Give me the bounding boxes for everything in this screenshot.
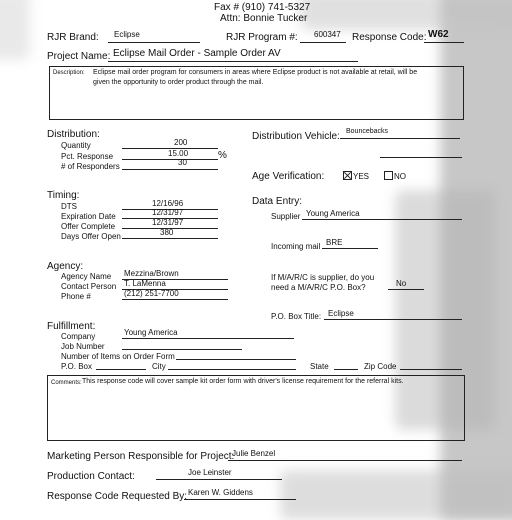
age-no-checkbox[interactable] [384, 171, 393, 180]
brand-underline [108, 42, 200, 43]
response-code-underline [424, 42, 464, 43]
pobox-title-value: Eclipse [328, 309, 354, 318]
state-label: State [310, 362, 329, 371]
program-value: 600347 [314, 30, 341, 39]
agency-name-label: Agency Name [61, 272, 112, 281]
city-label: City [152, 362, 166, 371]
marketing-person-label: Marketing Person Responsible for Project: [47, 451, 235, 462]
supplier-value: Young America [306, 209, 360, 218]
project-name-value: Eclipse Mail Order - Sample Order AV [113, 48, 281, 59]
dts-value: 12/16/96 [152, 199, 184, 208]
offer-complete-label: Offer Complete [61, 222, 116, 231]
vehicle-value: Bouncebacks [346, 128, 389, 135]
pobox-title-label: P.O. Box Title: [271, 312, 322, 321]
contact-person-label: Contact Person [61, 282, 117, 291]
supplier-underline [302, 219, 462, 220]
expiration-label: Expiration Date [61, 212, 116, 221]
comments-label: Comments: [51, 380, 82, 386]
phone-underline [122, 299, 228, 300]
pct-unit: % [218, 150, 227, 161]
production-contact-value: Joe Leinster [188, 468, 232, 477]
pct-response-value: 15.00 [168, 149, 189, 158]
timing-title: Timing: [47, 190, 80, 201]
responders-value: 30 [178, 158, 187, 167]
project-name-label: Project Name: [47, 51, 111, 62]
age-no-option[interactable] [384, 171, 406, 181]
fax-number: Fax # (910) 741-5327 [214, 2, 311, 13]
marc-answer: No [396, 279, 407, 288]
marc-answer-underline [388, 289, 424, 290]
response-code-label: Response Code: [352, 32, 427, 43]
quantity-label: Quantity [61, 141, 91, 150]
comments-text: This response code will cover sample kit order form with driver's license requirement for the referral kits. [82, 378, 404, 385]
fulfillment-title: Fulfillment: [47, 321, 96, 332]
requested-by-label: Response Code Requested By: [47, 491, 188, 502]
days-open-value: 380 [160, 228, 174, 237]
requested-by-underline [184, 499, 296, 500]
distribution-title: Distribution: [47, 129, 100, 140]
brand-value: Eclipse [114, 30, 140, 39]
dts-label: DTS [61, 202, 77, 211]
job-number-label: Job Number [61, 342, 105, 351]
company-underline [122, 338, 294, 339]
description-label: Description: [53, 70, 85, 76]
agency-name-value: Mezzina/Brown [124, 269, 179, 278]
age-verification-label: Age Verification: [252, 171, 325, 182]
requested-by-value: Karen W. Giddens [188, 488, 253, 497]
job-number-underline [122, 349, 242, 350]
description-line-1: Eclipse mail order program for consumers in areas where Eclipse product is not available at retail, will be [93, 69, 418, 76]
days-open-label: Days Offer Open [61, 232, 121, 241]
program-underline [300, 42, 346, 43]
phone-value: (212) 251-7700 [124, 289, 179, 298]
responders-label: # of Responders [61, 162, 120, 171]
incoming-mail-underline [322, 248, 378, 249]
responders-underline [122, 169, 218, 170]
brand-label: RJR Brand: [47, 32, 99, 43]
days-open-underline [122, 238, 218, 239]
company-label: Company [61, 332, 96, 341]
zip-code-underline [400, 369, 462, 370]
age-yes-option[interactable] [343, 171, 369, 181]
scan-shadow-bottom [280, 470, 512, 520]
offer-complete-value: 12/31/97 [152, 218, 184, 227]
marketing-person-underline [228, 460, 462, 461]
fulfillment-pobox-label: P.O. Box [61, 362, 92, 371]
fulfillment-pobox-underline [96, 369, 146, 370]
vehicle-underline [340, 138, 460, 139]
agency-title: Agency: [47, 261, 84, 272]
marketing-person-value: Julie Benzel [232, 449, 276, 458]
attention-line: Attn: Bonnie Tucker [220, 13, 308, 24]
data-entry-title: Data Entry: [252, 196, 303, 207]
scan-shadow-top [300, 0, 512, 30]
incoming-mail-value: BRE [326, 238, 343, 247]
marc-question-line-1: If M/A/R/C is supplier, do you [271, 273, 375, 282]
vehicle-label: Distribution Vehicle: [252, 131, 340, 142]
description-line-2: given the opportunity to order product through the mail. [93, 79, 264, 86]
items-underline [176, 359, 296, 360]
age-yes-checkbox[interactable] [343, 171, 352, 180]
contact-person-value: T. LaMenna [124, 279, 166, 288]
quantity-value: 200 [174, 138, 188, 147]
age-no-label: NO [394, 172, 406, 181]
marc-question-line-2: need a M/A/R/C P.O. Box? [271, 283, 366, 292]
age-yes-label: YES [353, 172, 370, 181]
pct-response-label: Pct. Response [61, 152, 114, 161]
items-label: Number of Items on Order Form [61, 352, 175, 361]
vehicle-extra-underline [380, 157, 462, 158]
pobox-title-underline [324, 319, 462, 320]
incoming-mail-label: Incoming mail [271, 242, 321, 251]
expiration-value: 12/31/97 [152, 208, 184, 217]
phone-label: Phone # [61, 292, 91, 301]
program-label: RJR Program #: [226, 32, 298, 43]
scan-shadow-left [0, 0, 30, 60]
pct-response-underline [122, 159, 218, 160]
state-underline [334, 369, 358, 370]
project-name-underline [108, 61, 358, 62]
company-value: Young America [124, 328, 178, 337]
city-underline [168, 369, 296, 370]
zip-code-label: Zip Code [364, 362, 397, 371]
production-contact-underline [156, 479, 282, 480]
response-code-value: W62 [428, 29, 449, 40]
supplier-label: Supplier [271, 212, 301, 221]
production-contact-label: Production Contact: [47, 471, 135, 482]
